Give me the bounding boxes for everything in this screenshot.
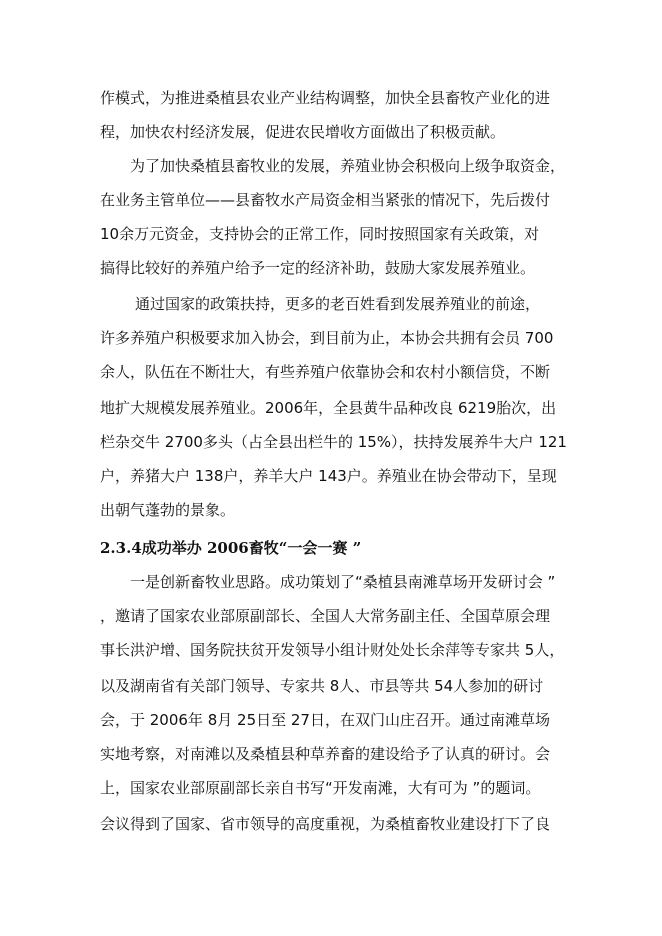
final-paragraph-line-8: 会议得到了国家、省市领导的高度重视，为桑植畜牧业建设打下了良 <box>100 815 551 833</box>
final-paragraph-line-2: ，邀请了国家农业部原副部长、全国人大常务副主任、全国草原会理 <box>100 607 551 625</box>
paragraph-3-line-2: 许多养殖户积极要求加入协会，到目前为止，本协会共拥有会员 700 <box>100 329 554 347</box>
paragraph-3-line-3: 余人，队伍在不断壮大，有些养殖户依靠协会和农村小额信贷，不断 <box>100 363 551 381</box>
final-paragraph-line-5: 会，于 2006年 8月 25日至 27日，在双门山庄召开。通过南滩草场 <box>100 711 550 729</box>
paragraph-3-line-7: 出朝气蓬勃的景象。 <box>100 501 236 519</box>
final-paragraph-line-4: 以及湖南省有关部门领导、专家共 8人、市县等共 54人参加的研讨 <box>100 677 544 695</box>
paragraph-3-line-1: 通过国家的政策扶持，更多的老百姓看到发展养殖业的前途， <box>135 295 541 313</box>
final-paragraph-line-3: 事长洪沪增、国务院扶贫开发领导小组计财处处长余萍等专家共 5人， <box>100 641 565 659</box>
paragraph-2-line-4: 搞得比较好的养殖户给予一定的经济补助，鼓励大家发展养殖业。 <box>100 259 536 277</box>
final-paragraph-line-7: 上，国家农业部原副部长亲自书写“开发南滩，大有可为 ”的题词。 <box>100 779 541 797</box>
paragraph-2-line-3: 10余万元资金，支持协会的正常工作，同时按照国家有关政策，对 <box>100 225 540 243</box>
paragraph-3-line-6: 户，养猪大户 138户，养羊大户 143户。养殖业在协会带动下，呈现 <box>100 467 557 485</box>
final-paragraph-line-6: 实地考察，对南滩以及桑植县种草养畜的建设给予了认真的研讨。会 <box>100 745 551 763</box>
section-heading: 2.3.4成功举办 2006畜牧“一会一赛 ” <box>100 539 362 557</box>
paragraph-3-line-5: 栏杂交牛 2700多头（占全县出栏牛的 15%），扶持发展养牛大户 121 <box>100 433 567 451</box>
final-paragraph-line-1: 一是创新畜牧业思路。成功策划了“桑植县南滩草场开发研讨会 ” <box>130 573 556 591</box>
paragraph-2-line-2: 在业务主管单位——县畜牧水产局资金相当紧张的情况下，先后拨付 <box>100 191 551 209</box>
paragraph-3-line-4: 地扩大规模发展养殖业。2006年，全县黄牛品种改良 6219胎次，出 <box>100 399 557 417</box>
paragraph-2-line-1: 为了加快桑植县畜牧业的发展，养殖业协会积极向上级争取资金， <box>130 157 566 175</box>
paragraph-1-line-2: 程，加快农村经济发展，促进农民增收方面做出了积极贡献。 <box>100 123 506 141</box>
paragraph-1-line-1: 作模式，为推进桑植县农业产业结构调整，加快全县畜牧产业化的进 <box>100 89 551 107</box>
